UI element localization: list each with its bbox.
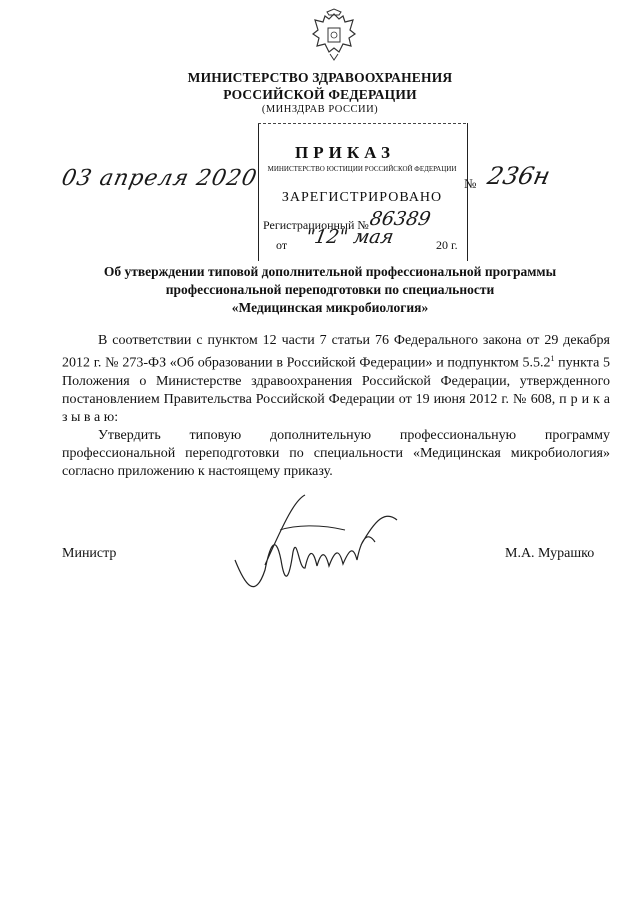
paragraph-1 bbox=[62, 332, 610, 427]
footnote-mark: 1 bbox=[550, 354, 555, 363]
order-number-label: № bbox=[464, 176, 477, 191]
document-title bbox=[60, 263, 600, 317]
signatory-position: Министр bbox=[62, 546, 117, 561]
body-text bbox=[62, 332, 610, 481]
stamp-reg-label: Регистрационный № bbox=[263, 218, 369, 232]
coat-of-arms-icon bbox=[305, 8, 363, 66]
stamp-agency: МИНИСТЕРСТВО ЮСТИЦИИ РОССИЙСКОЙ ФЕДЕРАЦИИ bbox=[267, 165, 457, 173]
ministry-short-name: (МИНЗДРАВ РОССИИ) bbox=[261, 104, 379, 115]
stamp-reg-number-handwritten: 86389 bbox=[368, 208, 433, 230]
order-date-handwritten: 03 апреля 2020 bbox=[59, 166, 260, 191]
stamp-date-prefix: от bbox=[276, 238, 288, 252]
handwritten-signature-icon bbox=[225, 490, 405, 610]
paragraph-1-part2: пункта 5 Положения о Министерстве здравоохранения Российской Федерации, утвержденного постановлением Правительства Российской Федерации от 19 июня 2012 г. № 608, п р и к а з ы в а ю: bbox=[62, 355, 610, 425]
paragraph-1-part1: В соответствии с пунктом 12 части 7 статьи 76 Федерального закона от 29 декабря 2012 г. № 273-ФЗ «Об образовании в Российской Федерации» и подпунктом 5.5.2 bbox=[62, 333, 610, 371]
stamp-status: ЗАРЕГИСТРИРОВАНО bbox=[281, 190, 443, 205]
stamp-date-handwritten: "12" мая bbox=[304, 226, 396, 248]
signatory-name: М.А. Мурашко bbox=[505, 546, 595, 561]
order-number-handwritten: 236н bbox=[485, 162, 553, 190]
document-title-line2: профессиональной переподготовки по специальности bbox=[165, 282, 495, 297]
stamp-date-year: 20 г. bbox=[436, 238, 458, 252]
document-title-line1: Об утверждении типовой дополнительной профессиональной программы bbox=[103, 264, 557, 279]
order-title: ПРИКАЗ bbox=[295, 143, 395, 162]
stamp-top-border bbox=[258, 123, 466, 124]
ministry-name-line2: РОССИЙСКОЙ ФЕДЕРАЦИИ bbox=[223, 87, 417, 102]
paragraph-2: Утвердить типовую дополнительную профессиональную программу профессиональной переподготовки по специальности «Медицинская микробиология» согласно приложению к настоящему приказу. bbox=[62, 427, 610, 479]
ministry-name-line1: МИНИСТЕРСТВО ЗДРАВООХРАНЕНИЯ bbox=[187, 70, 453, 85]
document-title-line3: «Медицинская микробиология» bbox=[231, 300, 429, 315]
